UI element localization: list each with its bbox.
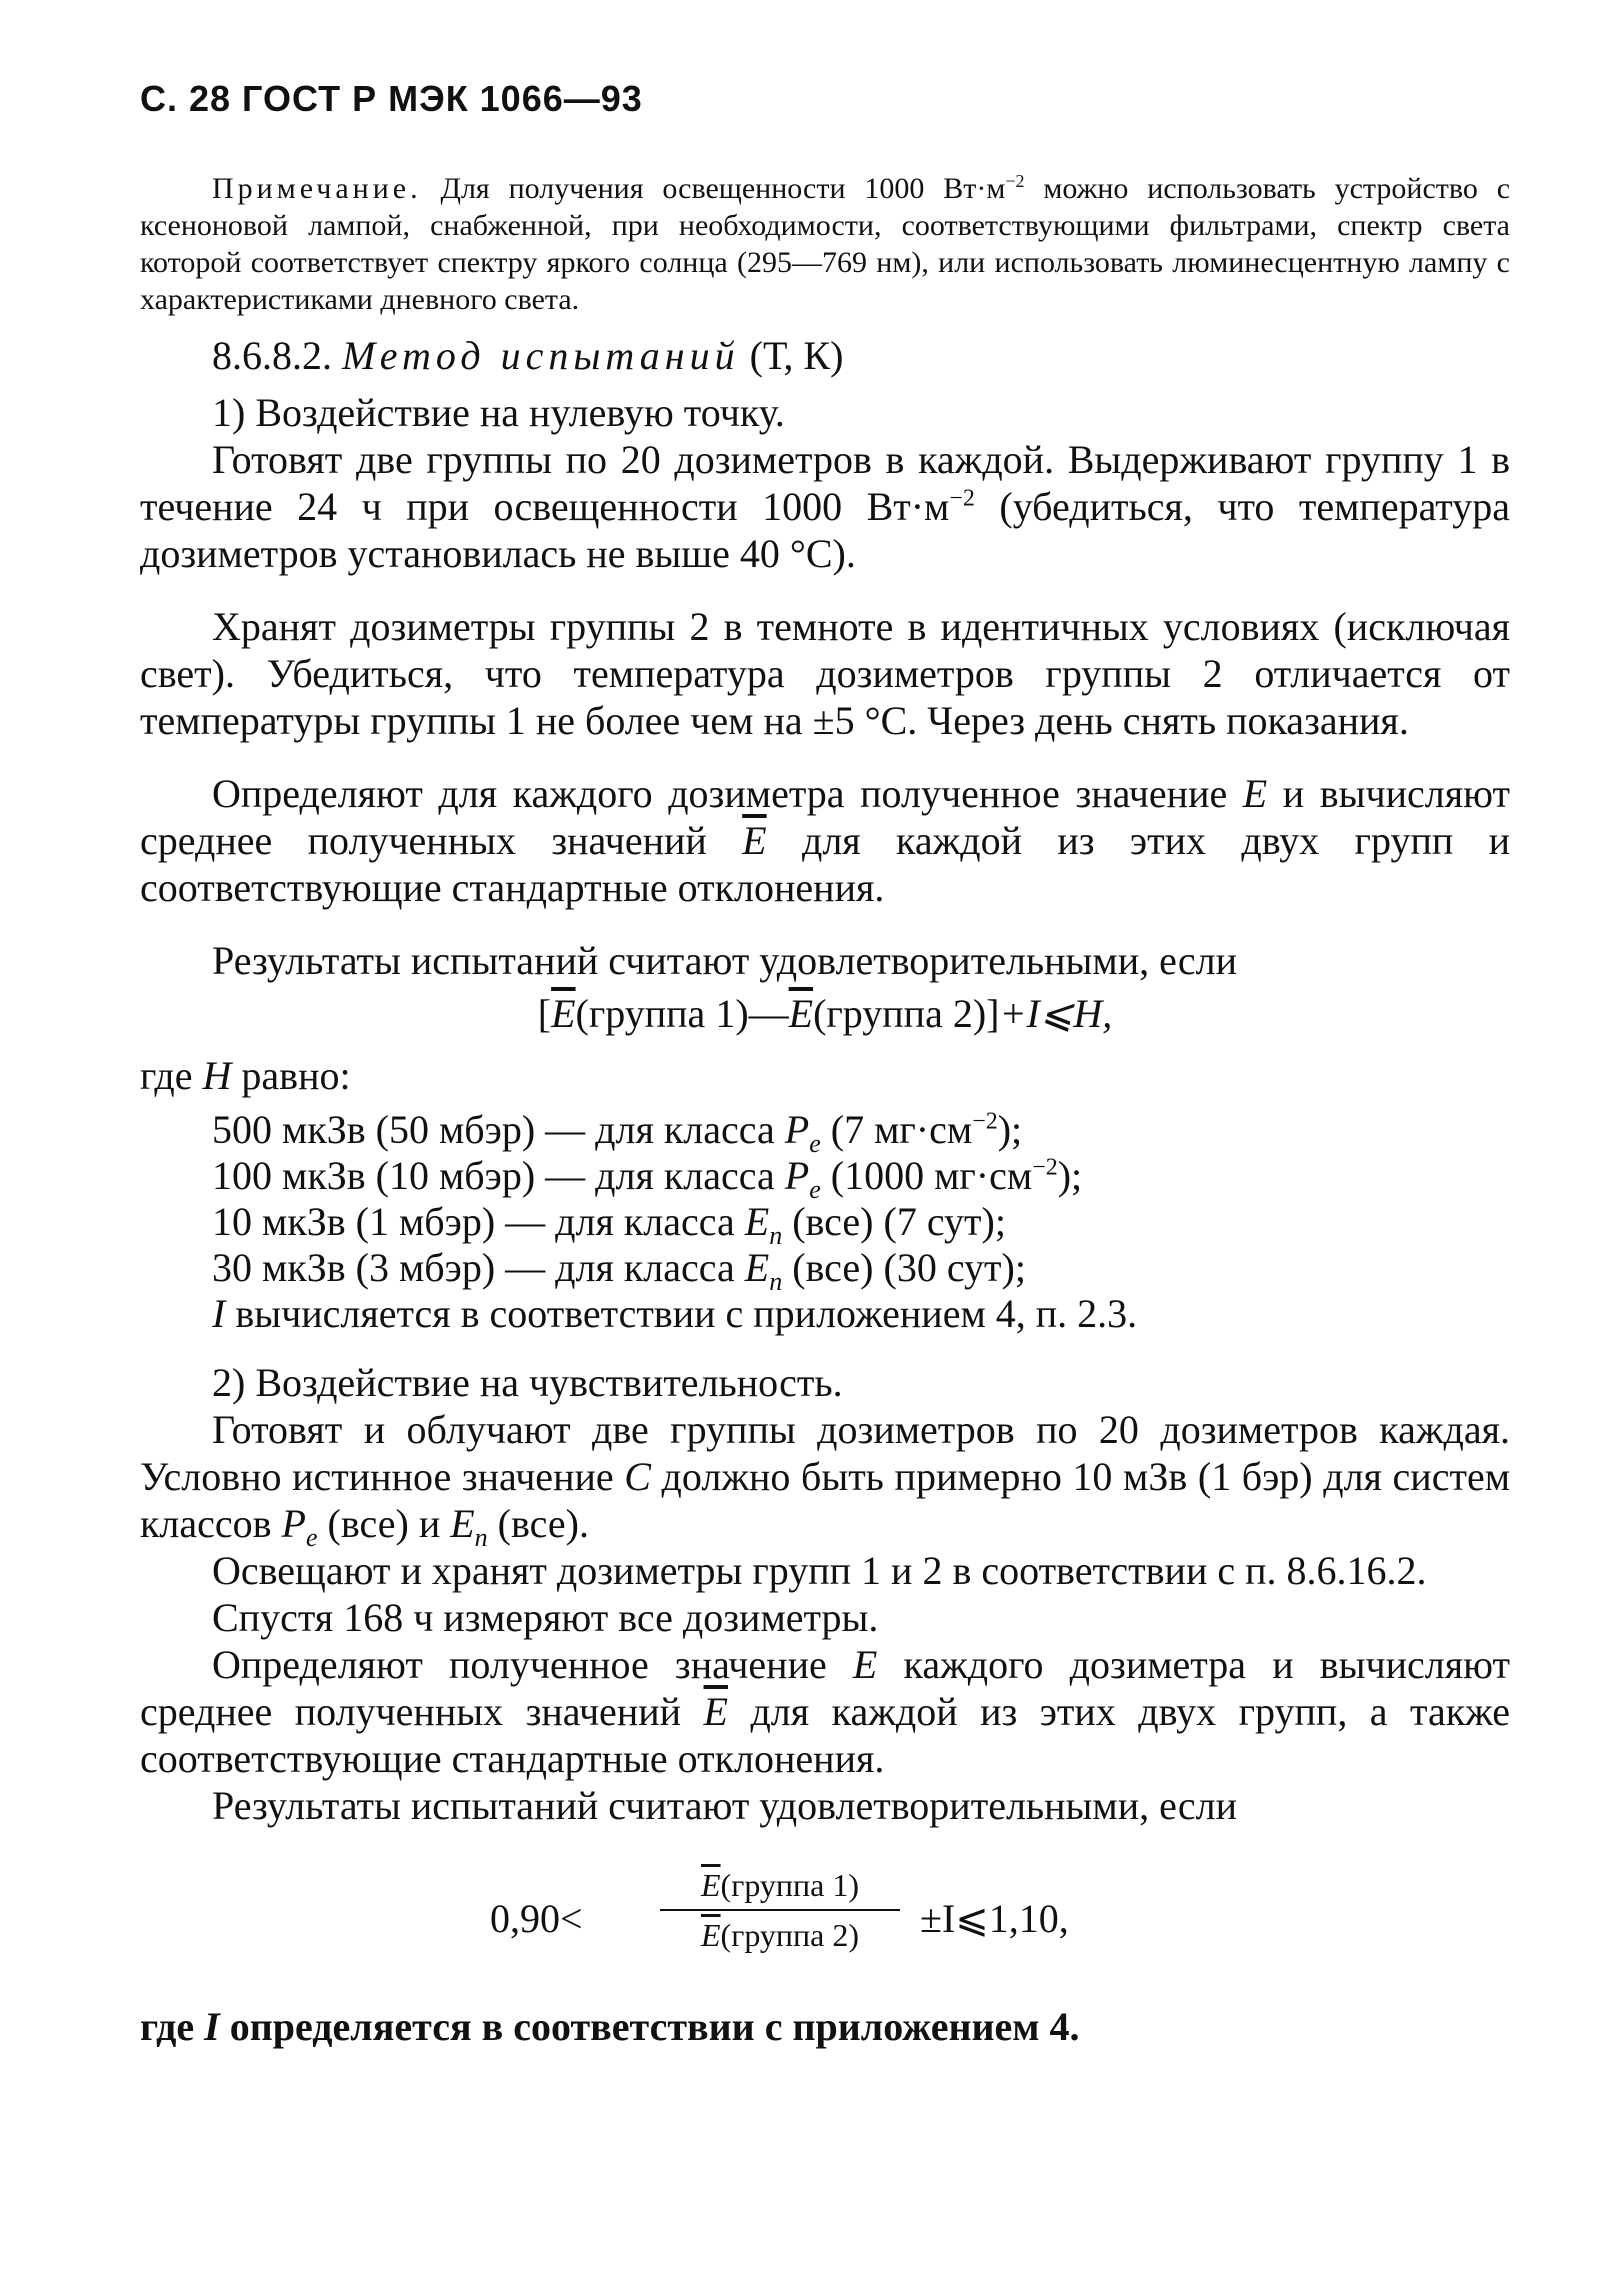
- formula-2-left: 0,90<: [490, 1896, 583, 1941]
- variable-e-sub: n: [474, 1523, 488, 1552]
- part2-paragraph-1: [140, 1406, 1511, 1552]
- note-text-a: Для получения освещенности 1000 Вт·м: [440, 172, 1006, 205]
- where-b: равно:: [241, 1053, 351, 1098]
- part2-paragraph-5: Результаты испытаний считают удовлетворительными, если: [212, 1783, 1238, 1828]
- part2-paragraph-2: Освещают и хранят дозиметры групп 1 и 2 в соответствии с п. 8.6.16.2.: [212, 1548, 1427, 1593]
- part2-paragraph-4: [140, 1641, 1510, 1782]
- item-text-b: (все) (30 сут);: [782, 1245, 1026, 1290]
- section-title: Метод испытаний: [342, 333, 740, 378]
- part2-p4-a: Определяют полученное значение: [212, 1642, 827, 1687]
- part1-p3-c: для каждой из этих двух групп и соответствующие стандартные отклонения.: [140, 818, 1511, 910]
- part1-p1-a: Готовят две группы по 20 дозиметров в каждой. Выдерживают группу 1 в течение 24 ч при освещенности 1000 Вт·м: [140, 437, 1510, 529]
- list-item-i: [140, 1291, 1510, 1337]
- variable-e: E: [852, 1642, 878, 1687]
- part2-p4-c: для каждой из этих двух групп, а также соответствующие стандартные отклонения.: [140, 1689, 1511, 1781]
- part1-paragraph-4: Результаты испытаний считают удовлетворительными, если: [212, 938, 1238, 983]
- formula-group-1: (группа 1): [575, 991, 749, 1036]
- item-sup: −2: [972, 1108, 998, 1135]
- formula-e-bar-1: $\overline{E}$: [551, 991, 576, 1036]
- list-item: [140, 1245, 1510, 1296]
- item-text-c: );: [997, 1107, 1023, 1152]
- variable-e: E: [450, 1501, 475, 1546]
- note-label: Примечание.: [212, 172, 422, 205]
- part2-p4-b: каждого дозиметра и вычисляют среднее полученных значений: [140, 1642, 1510, 1734]
- variable-e: E: [1242, 771, 1268, 816]
- item-sub: n: [769, 1267, 783, 1296]
- part2-p1-d: (все).: [497, 1501, 589, 1546]
- part1-paragraph-1: [140, 436, 1510, 577]
- formula-2-right: ±I⩽1,10,: [920, 1896, 1069, 1941]
- note-paragraph: [140, 170, 1510, 318]
- formula-2-fraction: [660, 1863, 900, 1957]
- list-item: [140, 1153, 1510, 1204]
- formula-group-2: (группа 2)]: [813, 991, 1000, 1036]
- item-text: 100 мкЗв (10 мбэр) — для класса: [212, 1153, 785, 1198]
- item-text: 10 мкЗв (1 мбэр) — для класса: [212, 1199, 745, 1244]
- formula-2: [140, 1855, 1510, 1985]
- part1-p1-b: (убедиться, что температура дозиметров установилась не выше 40 °С).: [140, 484, 1511, 576]
- item-sup: −2: [1032, 1154, 1058, 1181]
- part2-p1-c: (все) и: [327, 1501, 441, 1546]
- part1-paragraph-3: [140, 770, 1510, 911]
- part2-paragraph-3: Спустя 168 ч измеряют все дозиметры.: [212, 1595, 879, 1640]
- page-header: С. 28 ГОСТ Р МЭК 1066—93: [140, 78, 643, 119]
- final-b: определяется в соответствии с приложением 4.: [229, 2004, 1080, 2049]
- fraction-numerator: [660, 1863, 900, 1911]
- document-body: [140, 170, 1510, 2050]
- list-item: [140, 1199, 1510, 1250]
- variable-c: C: [624, 1454, 651, 1499]
- formula-tail: +I⩽H,: [999, 991, 1113, 1036]
- item-var: E: [744, 1245, 770, 1290]
- item-text: 30 мкЗв (3 мбэр) — для класса: [212, 1245, 745, 1290]
- final-line: [140, 2003, 1510, 2050]
- numerator-text: (группа 1): [720, 1867, 859, 1903]
- part2-p1-a: Готовят и облучают две группы дозиметров по 20 дозиметров каждая. Условно истинное значение: [140, 1407, 1510, 1499]
- item-text-b: (1000 мг·см: [820, 1153, 1033, 1198]
- i-line-text: вычисляется в соответствии с приложением 4, п. 2.3.: [235, 1291, 1138, 1336]
- fraction-denominator: [660, 1911, 900, 1957]
- part1-heading: 1) Воздействие на нулевую точку.: [212, 390, 785, 435]
- variable-h: H: [202, 1053, 232, 1098]
- item-var: E: [744, 1199, 770, 1244]
- item-sub: e: [809, 1129, 821, 1158]
- variable-p-sub: e: [305, 1523, 318, 1552]
- part1-p3-b: и вычисляют среднее полученных значений: [140, 771, 1510, 863]
- item-text-c: );: [1057, 1153, 1083, 1198]
- part2-p1-b: должно быть примерно 10 мЗв (1 бэр) для систем классов: [140, 1454, 1511, 1546]
- variable-i: I: [204, 2004, 220, 2049]
- item-var: P: [784, 1107, 810, 1152]
- numerator-e-bar: $\overline{E}$: [700, 1867, 721, 1903]
- section-tag: (Т, К): [749, 333, 844, 378]
- item-text-b: (все) (7 сут);: [782, 1199, 1006, 1244]
- section-number: 8.6.8.2.: [212, 333, 332, 378]
- section-heading: [140, 332, 1510, 379]
- item-sub: e: [809, 1175, 821, 1204]
- item-var: P: [784, 1153, 810, 1198]
- note-text-b: можно использовать устройство с ксеноновой лампой, снабженной, при необходимости, соответствующими фильтрами, спектр света которой соответствует спектру яркого солнца (295—769 нм), или использовать люминесцентную лампу с характеристиками дневного света.: [140, 172, 1511, 316]
- formula-minus: —: [748, 991, 789, 1036]
- item-text: 500 мкЗв (50 мбэр) — для класса: [212, 1107, 785, 1152]
- variable-p: P: [281, 1501, 306, 1546]
- denominator-text: (группа 2): [720, 1917, 859, 1953]
- where-h-line: [140, 1052, 1510, 1099]
- formula-bracket: [: [537, 991, 552, 1036]
- list-item: [140, 1107, 1510, 1158]
- part1-p1-sup: −2: [949, 485, 975, 512]
- denominator-e-bar: $\overline{E}$: [700, 1917, 721, 1953]
- variable-e-bar: $\overline{E}$: [703, 1689, 728, 1734]
- part2-heading: 2) Воздействие на чувствительность.: [212, 1360, 843, 1405]
- part1-paragraph-2: Хранят дозиметры группы 2 в темноте в идентичных условиях (исключая свет). Убедиться, что температура дозиметров группы 2 отличается от температуры группы 1 не более чем на ±5 °С. Через день снять показания.: [140, 604, 1510, 743]
- variable-e-bar: $\overline{E}$: [742, 818, 767, 863]
- dose-list: [140, 1107, 1510, 1337]
- part1-p3-a: Определяют для каждого дозиметра полученное значение: [212, 771, 1228, 816]
- where-a: где: [140, 1053, 193, 1098]
- final-a: где: [140, 2004, 195, 2049]
- formula-e-bar-2: $\overline{E}$: [788, 991, 814, 1036]
- item-sub: n: [769, 1221, 783, 1250]
- note-sup: −2: [1005, 171, 1025, 191]
- variable-i: I: [212, 1291, 226, 1336]
- formula-1: [140, 988, 1510, 1040]
- item-text-b: (7 мг·см: [820, 1107, 973, 1152]
